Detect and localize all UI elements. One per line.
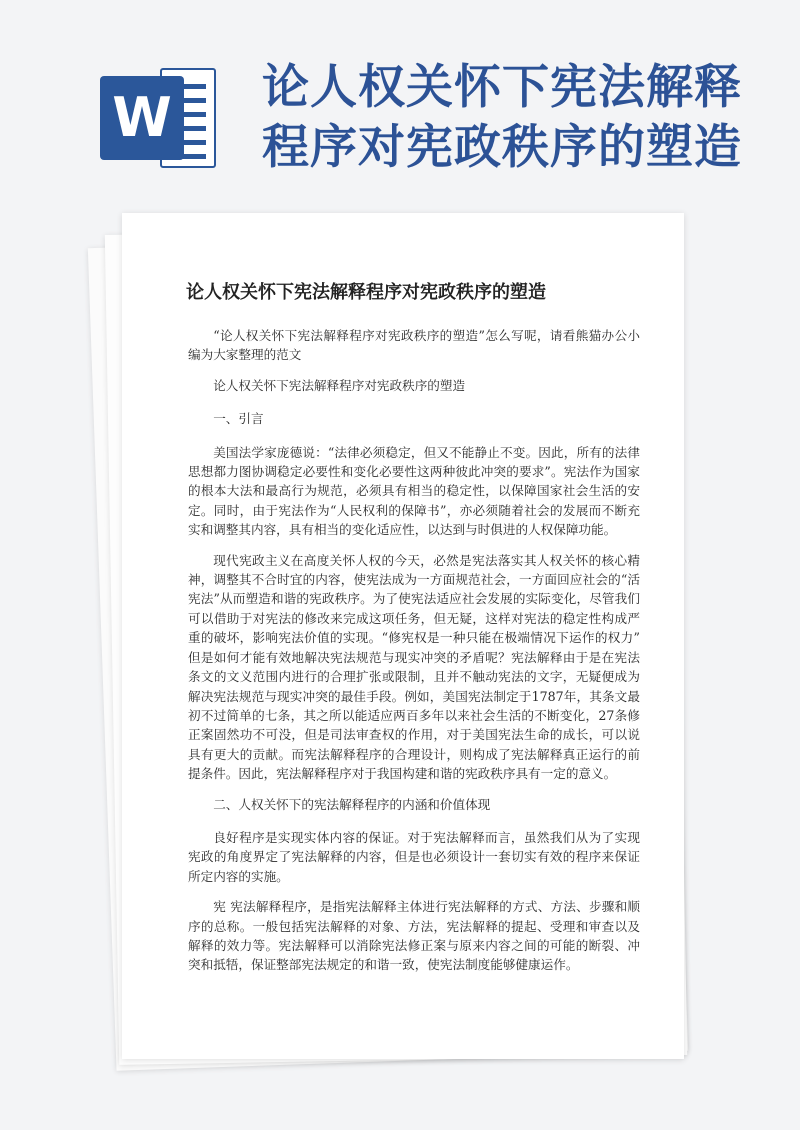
paragraph: 良好程序是实现实体内容的保证。对于宪法解释而言，虽然我们从为了实现宪政的角度界定了宪法解释的内容，但是也必须设计一套切实有效的程序来保证所定内容的实施。 xyxy=(188,829,640,884)
paragraph: 美国法学家庞德说：“法律必须稳定，但又不能静止不变。因此，所有的法律思想都力图协调稳定必要性和变化必要性这两种彼此冲突的要求”。宪法作为国家的根本大法和最高行为规范，必须具有相当的稳定性，以保障国家社会生活的安定。同时，由于宪法作为“人民权利的保障书”，亦必须随着社会的发展而不断充实和调整其内容，具有相当的变化适应性，以达到与时俱进的人权保障功能。 xyxy=(188,444,640,538)
paragraph: 现代宪政主义在高度关怀人权的今天，必然是宪法落实其人权关怀的核心精神，调整其不合时宜的内容，使宪法成为一方面规范社会，一方面回应社会的“活宪法”从而塑造和谐的宪政秩序。为了使宪法适应社会发展的实际变化，尽管我们可以借助于对宪法的修改来完成这项任务，但无疑，这样对宪法的稳定性构成严重的破坏，影响宪法价值的实现。“修宪权是一种只能在极端情况下运作的权力” 但是如何才能有效地解决宪法规范与现实冲突的矛盾呢？宪法解释由于是在宪法条文的文义范围内进行的合理扩张或限制，且并不触动宪法的文字，无疑便成为解决宪法规范与现实冲突的最佳手段。例如，美国宪法制定于1787年，其条文最初不过简单的七条，其之所以能适应两百多年以来社会生活的不断变化，27条修正案固然功不可没，但是司法审查权的作用，对于美国宪法生命的成长，可以说具有更大的贡献。而宪法解释程序的合理设计，则构成了宪法解释真正运行的前提条件。因此，宪法解释程序对于我国构建和谐的宪政秩序具有一定的意义。 xyxy=(188,552,640,782)
document-page xyxy=(122,213,684,1059)
section-heading: 一、引言 xyxy=(213,411,264,427)
word-icon xyxy=(100,68,218,168)
banner-title: 论人权关怀下宪法解释程序对宪政秩序的塑造 xyxy=(262,60,742,175)
word-logo-icon: W xyxy=(100,76,184,160)
paragraph: 宪 宪法解释程序，是指宪法解释主体进行宪法解释的方式、方法、步骤和顺序的总称。一般包括宪法解释的对象、方法，宪法解释的提起、受理和审查以及解释的效力等。宪法解释可以消除宪法修正案与原来内容之间的可能的断裂、冲突和抵牾，保证整部宪法规定的和谐一致，使宪法制度能够健康运作。 xyxy=(188,899,640,973)
paragraph-subtitle: 论人权关怀下宪法解释程序对宪政秩序的塑造 xyxy=(213,377,466,393)
document-title: 论人权关怀下宪法解释程序对宪政秩序的塑造 xyxy=(186,282,546,303)
paragraph-intro: “论人权关怀下宪法解释程序对宪政秩序的塑造”怎么写呢，请看熊猫办公小编为大家整理的范文 xyxy=(188,328,640,363)
section-heading: 二、人权关怀下的宪法解释程序的内涵和价值体现 xyxy=(213,796,491,812)
document-body xyxy=(188,326,640,986)
